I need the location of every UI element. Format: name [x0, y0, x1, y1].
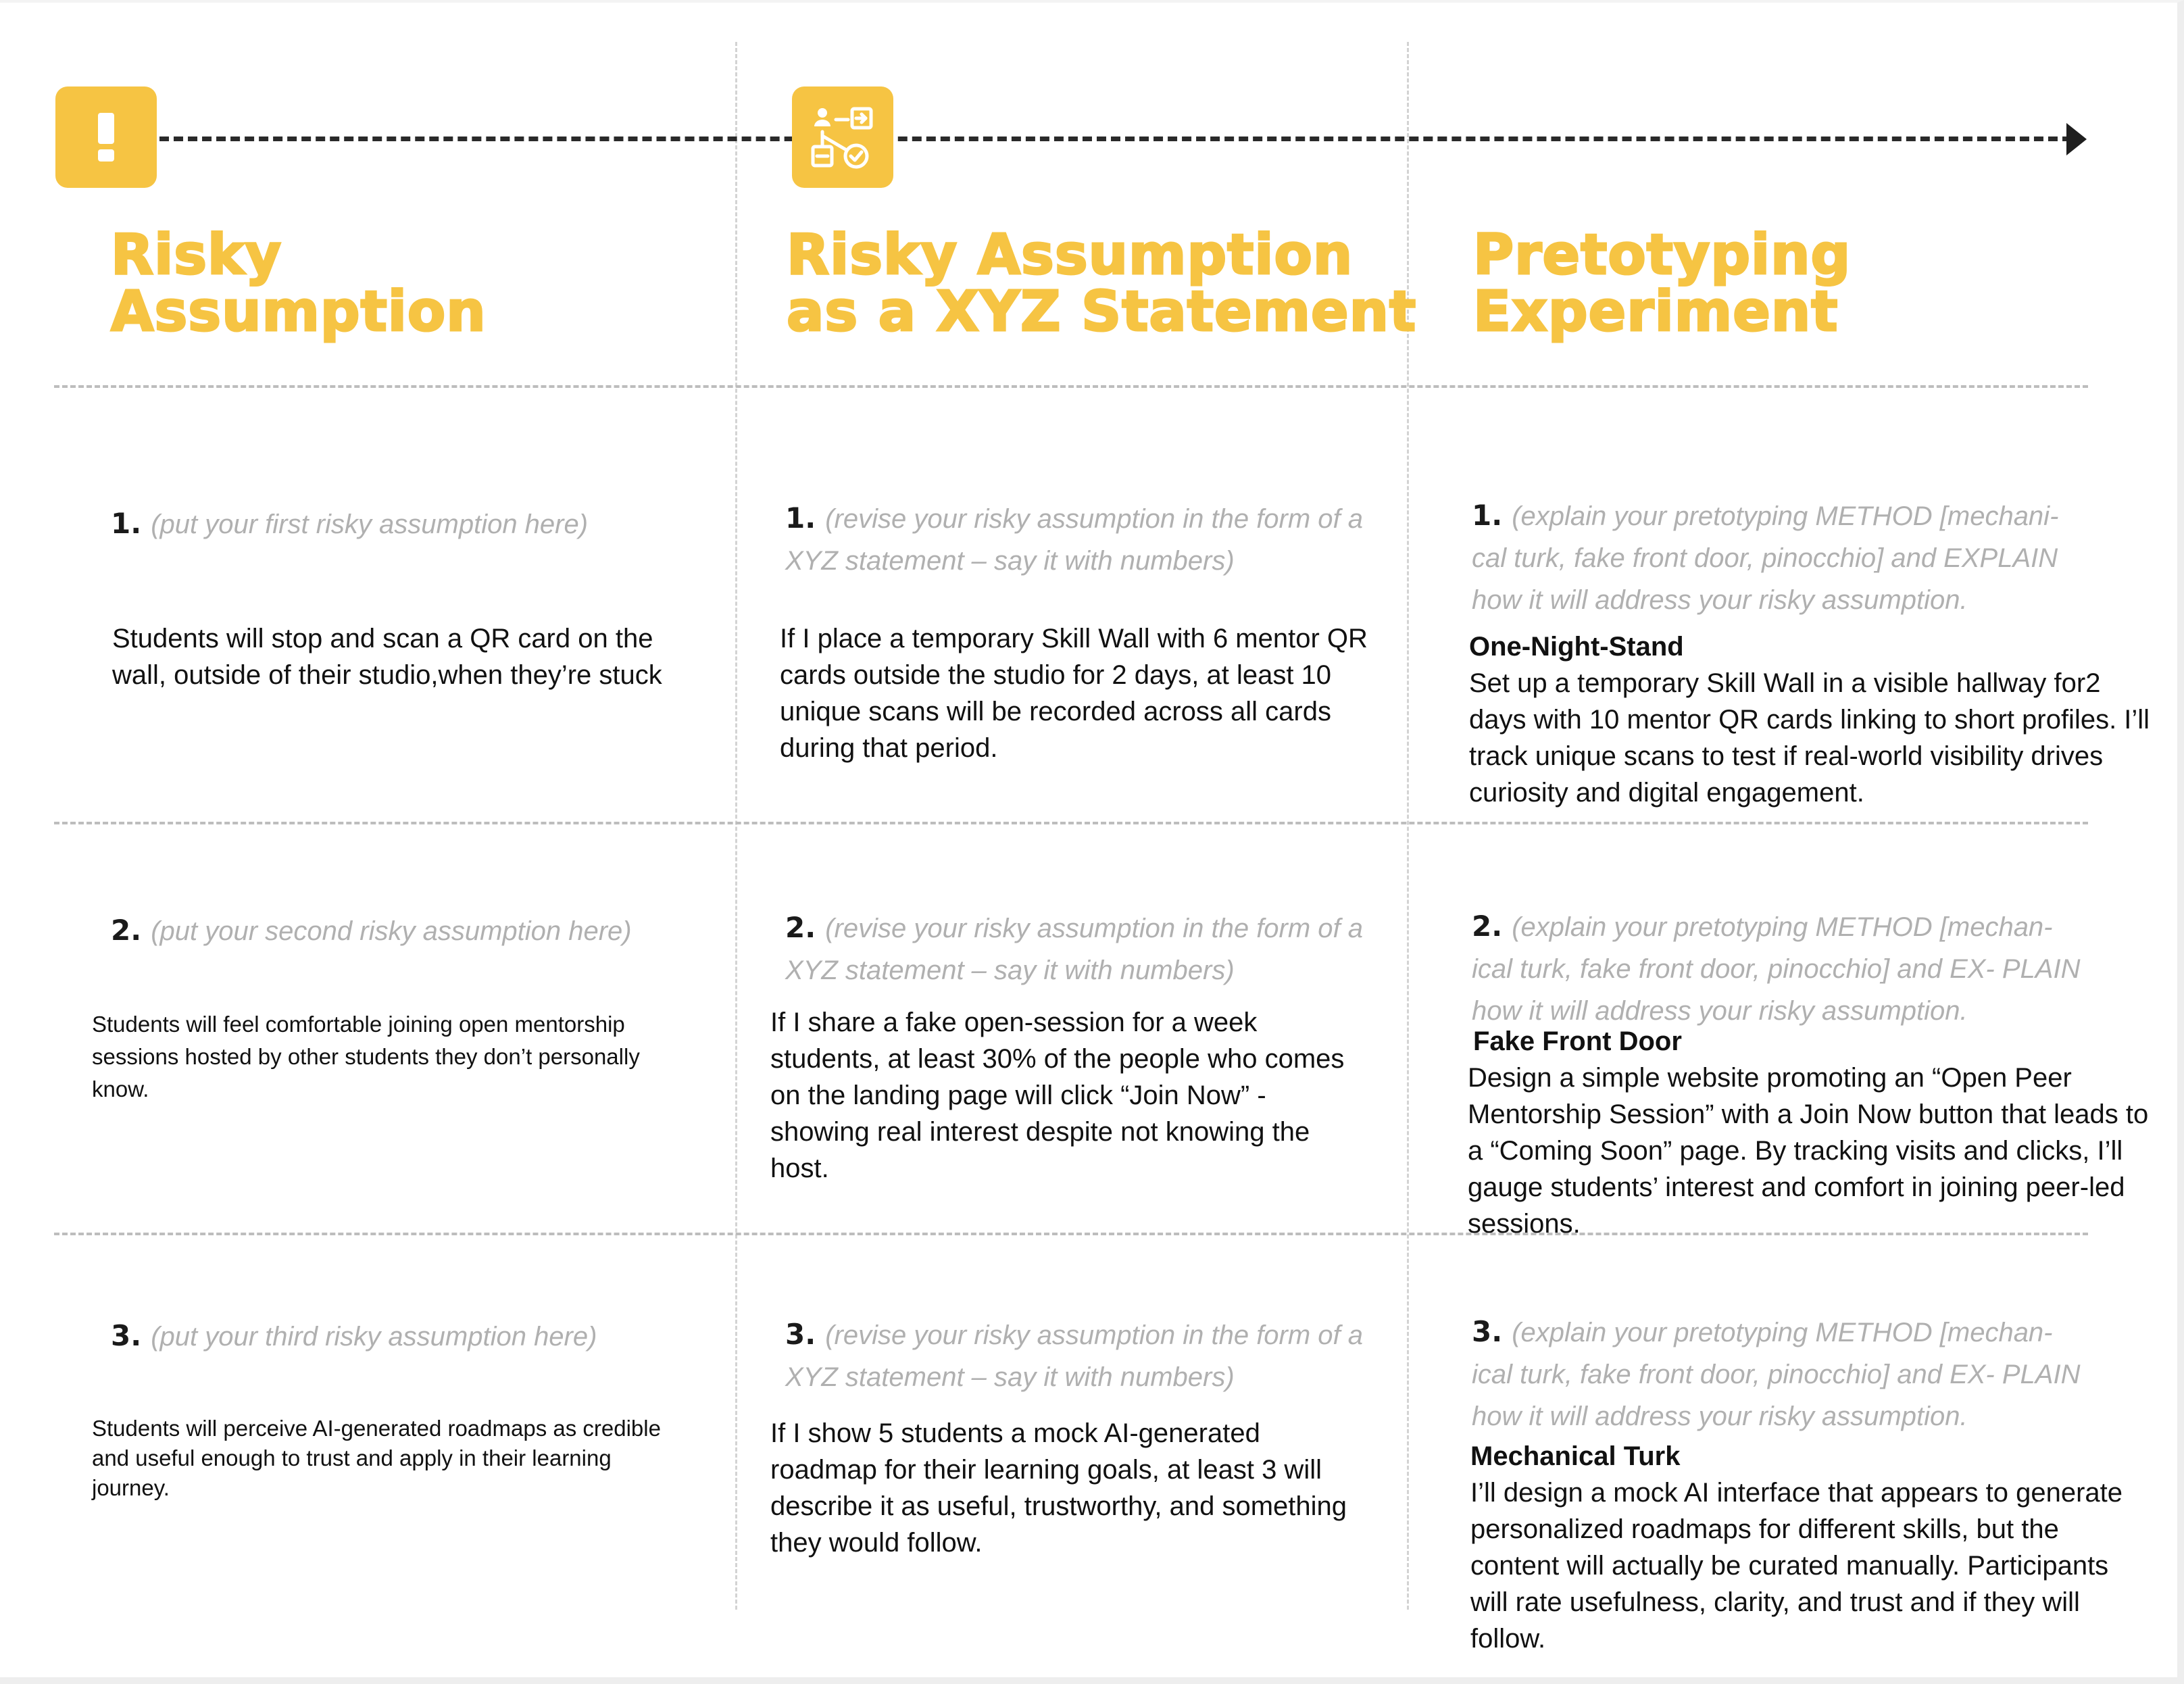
xyz-prompt: 2. (revise your risky assumption in the form of a XYZ statement – say it with numbers): [785, 911, 1364, 985]
method-name: One-Night-Stand: [1469, 632, 1684, 662]
method-text: Set up a temporary Skill Wall in a visible hallway for2 days with 10 mentor QR cards linking to short profiles. I’ll track unique scans to test if real-world visibility drives curiosity and digital engagement.: [1469, 668, 2150, 808]
method-text: Design a simple website promoting an “Open Peer Mentorship Session” with a Join Now button that leads to a “Coming Soon” page. By tracking visits and clicks, I’ll gauge students’ interest and comfort in joining peer-led sessions.: [1468, 1063, 2149, 1239]
assumption-text: Students will perceive AI-generated roadmaps as credible and useful enough to trust and apply in their learning journey.: [92, 1416, 661, 1500]
heading-pretotyping-experiment: Pretotyping Experiment: [1473, 223, 1852, 344]
method-text: I’ll design a mock AI interface that appears to generate personalized roadmaps for different skills, but the content will actually be curated manually. Participants will rate usefulness, clarity, and trust and if they will follow.: [1470, 1478, 2123, 1654]
xyz-prompt: 3. (revise your risky assumption in the form of a XYZ statement – say it with numbers): [785, 1318, 1364, 1392]
method-prompt: 2. (explain your pretotyping METHOD [mechan- ical turk, fake front door, pinocchio] and EX- PLAIN how it will address your risky assumption.: [1472, 910, 2081, 1026]
exclamation-icon: [55, 86, 157, 188]
arrow-right-icon: [2066, 123, 2087, 155]
method-prompt: 3. (explain your pretotyping METHOD [mechan- ical turk, fake front door, pinocchio] and EX- PLAIN how it will address your risky assumption.: [1472, 1315, 2081, 1431]
timeline-dashed-line: [159, 137, 2072, 141]
xyz-prompt: 1. (revise your risky assumption in the form of a XYZ statement – say it with numbers): [785, 501, 1364, 576]
flowchart-check-icon: [792, 86, 893, 188]
row-divider: [54, 385, 2088, 388]
method-name: Fake Front Door: [1473, 1026, 1682, 1056]
assumption-prompt: 3. (put your third risky assumption here): [111, 1319, 597, 1352]
heading-xyz-statement: Risky Assumption as a XYZ Statement: [787, 223, 1417, 344]
assumption-prompt: 2. (put your second risky assumption here): [111, 914, 632, 947]
row-divider: [54, 822, 2088, 824]
assumption-text: Students will stop and scan a QR card on the wall, outside of their studio,when they’re stuck: [112, 624, 662, 690]
xyz-text: If I place a temporary Skill Wall with 6 mentor QR cards outside the studio for 2 days, at least 10 unique scans will be recorded across all cards during that period.: [780, 624, 1368, 763]
method-name: Mechanical Turk: [1470, 1441, 1681, 1471]
assumption-text: Students will feel comfortable joining open mentorship sessions hosted by other students they don’t personally know.: [92, 1012, 640, 1101]
heading-risky-assumption: Risky Assumption: [111, 223, 487, 344]
assumption-prompt: 1. (put your first risky assumption here): [111, 507, 589, 540]
column-divider: [735, 42, 737, 1610]
xyz-text: If I show 5 students a mock AI-generated roadmap for their learning goals, at least 3 will describe it as useful, trustworthy, and something they would follow.: [770, 1418, 1347, 1558]
xyz-text: If I share a fake open-session for a week students, at least 30% of the people who comes on the landing page will click “Join Now” - showing real interest despite not knowing the host.: [770, 1008, 1345, 1183]
method-prompt: 1. (explain your pretotyping METHOD [mechani- cal turk, fake front door, pinocchio] and EXPLAIN how it will address your risky assumption.: [1472, 499, 2059, 615]
